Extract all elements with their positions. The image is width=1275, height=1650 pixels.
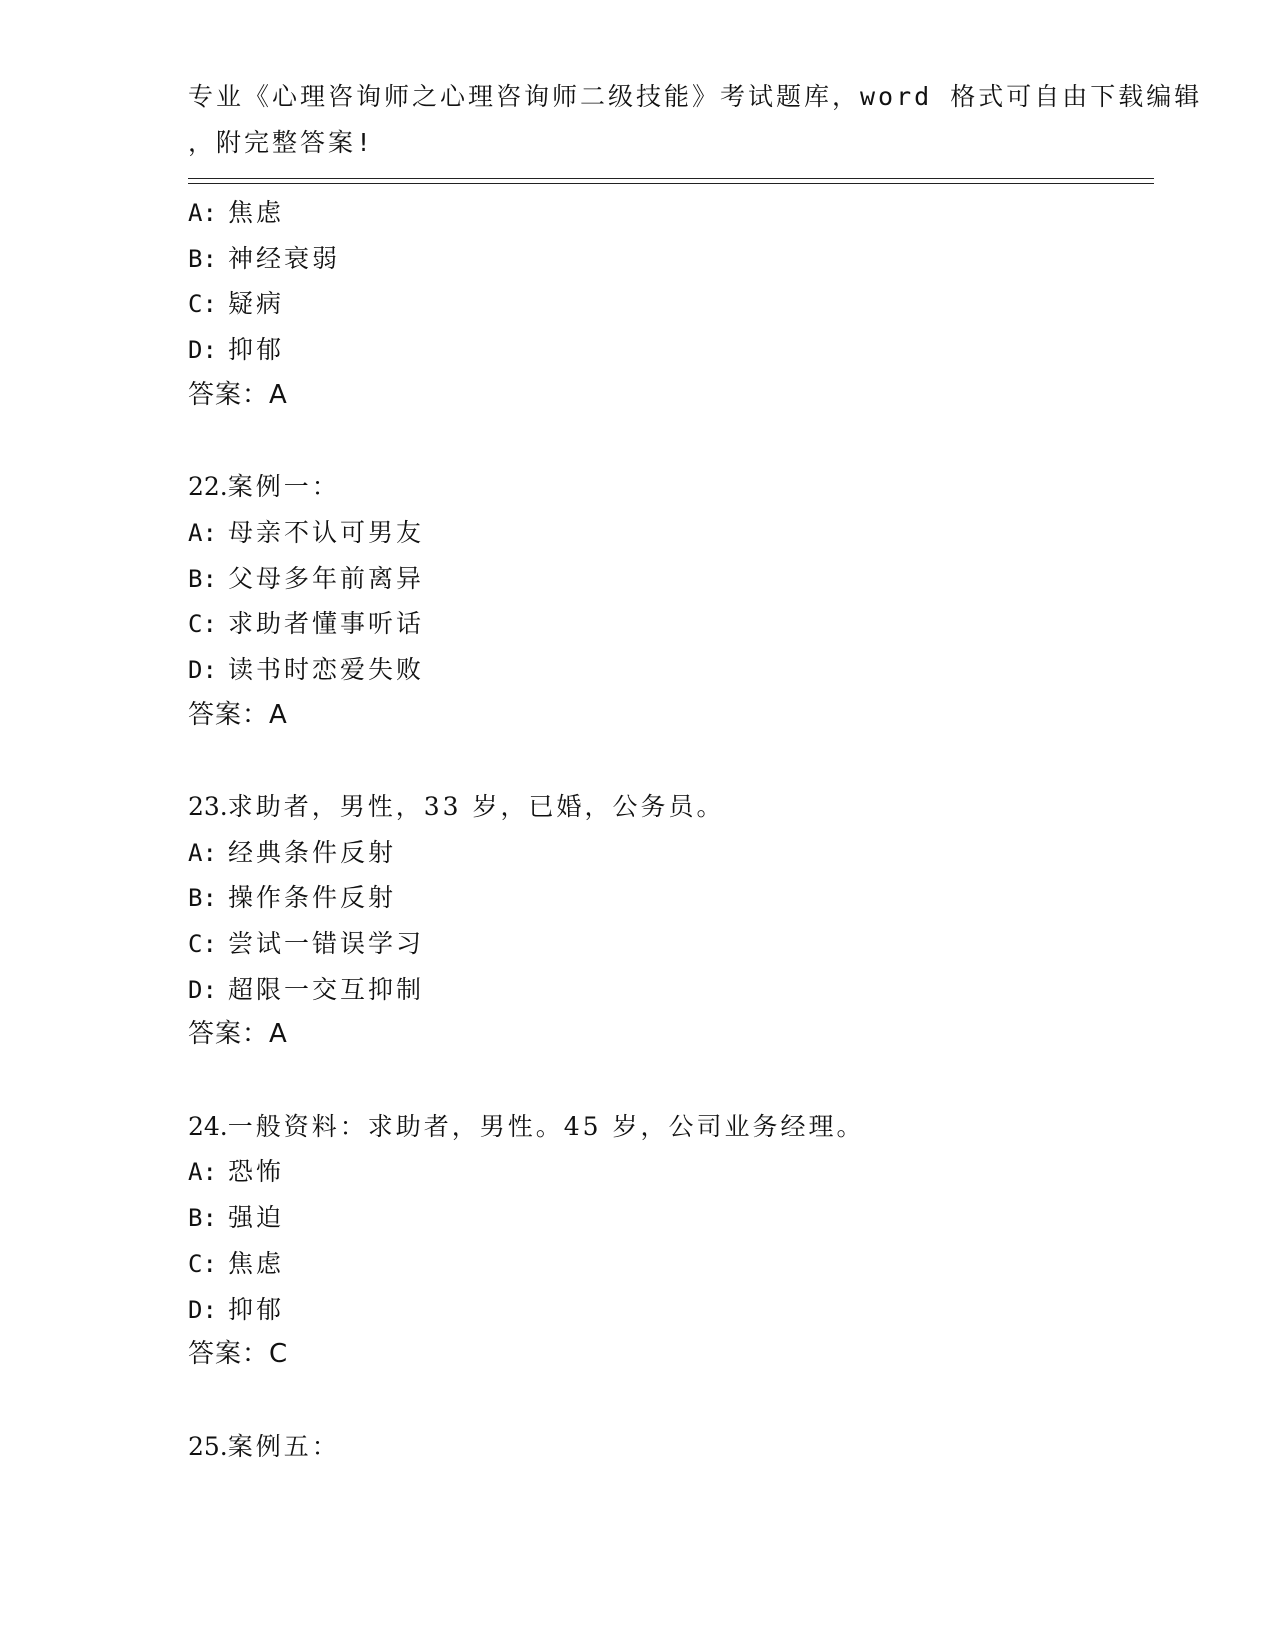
question-number: 23. — [188, 791, 228, 821]
question-number: 25. — [188, 1431, 228, 1461]
spacer — [188, 1058, 1148, 1104]
spacer — [188, 1378, 1148, 1424]
option-text: 操作条件反射 — [228, 883, 397, 913]
option-letter: B: — [188, 244, 217, 273]
option-text: 母亲不认可男友 — [228, 517, 425, 547]
option-text: 尝试一错误学习 — [228, 929, 425, 958]
question-text: 一般资料：求助者，男性。45 岁，公司业务经理。 — [227, 1111, 865, 1141]
option-text: 焦虑 — [228, 1248, 285, 1278]
option-letter: D: — [188, 336, 217, 365]
question-block — [188, 1104, 1148, 1378]
document-header — [188, 74, 1203, 165]
option-c — [188, 1241, 1148, 1287]
option-letter: B: — [188, 884, 217, 913]
option-c — [188, 921, 1148, 967]
option-text: 恐怖 — [228, 1157, 285, 1187]
spacer — [188, 738, 1148, 784]
option-letter: A: — [188, 199, 217, 227]
header-line-2: ，附完整答案! — [188, 127, 375, 157]
question-block — [188, 190, 1148, 418]
option-b — [188, 236, 1148, 282]
option-text: 求助者懂事听话 — [228, 609, 425, 639]
option-letter: D: — [188, 975, 217, 1004]
option-text: 抑郁 — [228, 1294, 285, 1324]
option-letter: C: — [188, 610, 217, 639]
option-a — [188, 830, 1148, 876]
question-list — [188, 190, 1148, 1469]
option-letter: C: — [188, 290, 217, 319]
option-a — [188, 1149, 1148, 1195]
option-d — [188, 1287, 1148, 1333]
question-stem — [188, 1104, 1148, 1150]
spacer — [188, 418, 1148, 464]
question-block — [188, 784, 1148, 1058]
option-letter: D: — [188, 655, 217, 684]
option-text: 神经衰弱 — [228, 243, 341, 273]
question-stem — [188, 784, 1148, 830]
header-line-1: 专业《心理咨询师之心理咨询师二级技能》考试题库，word 格式可自由下载编辑 — [188, 82, 1203, 111]
option-letter: A: — [188, 518, 217, 547]
option-text: 抑郁 — [228, 335, 285, 365]
question-text: 案例一： — [227, 472, 340, 502]
option-text: 疑病 — [228, 289, 285, 319]
option-a — [188, 190, 1148, 236]
option-c — [188, 601, 1148, 647]
answer-line: 答案：A — [188, 699, 288, 730]
option-letter: B: — [188, 1204, 217, 1233]
question-text: 案例五： — [227, 1431, 340, 1461]
header-divider-top — [188, 178, 1154, 179]
question-number: 24. — [188, 1111, 228, 1141]
option-text: 强迫 — [228, 1203, 285, 1233]
header-divider-bottom — [188, 183, 1154, 184]
option-d — [188, 647, 1148, 693]
question-text: 求助者，男性，33 岁，已婚，公务员。 — [227, 791, 725, 821]
option-b — [188, 1195, 1148, 1241]
option-a — [188, 510, 1148, 556]
question-stem — [188, 1424, 1148, 1470]
option-letter: A: — [188, 838, 217, 867]
option-d — [188, 967, 1148, 1013]
option-text: 父母多年前离异 — [228, 563, 425, 593]
question-block — [188, 1424, 1148, 1470]
option-text: 焦虑 — [228, 198, 285, 227]
question-block — [188, 464, 1148, 738]
option-c — [188, 281, 1148, 327]
option-letter: B: — [188, 564, 217, 593]
option-letter: D: — [188, 1295, 217, 1324]
option-text: 读书时恋爱失败 — [228, 654, 425, 684]
question-stem — [188, 464, 1148, 510]
option-d — [188, 327, 1148, 373]
option-letter: C: — [188, 1249, 217, 1278]
answer-line: 答案：C — [188, 1339, 289, 1370]
option-letter: A: — [188, 1158, 217, 1187]
option-b — [188, 556, 1148, 602]
answer-line: 答案：A — [188, 1019, 288, 1050]
answer-line: 答案：A — [188, 379, 288, 410]
option-text: 超限一交互抑制 — [228, 974, 425, 1004]
question-number: 22. — [188, 472, 228, 502]
option-letter: C: — [188, 930, 217, 958]
option-text: 经典条件反射 — [228, 837, 397, 867]
option-b — [188, 875, 1148, 921]
